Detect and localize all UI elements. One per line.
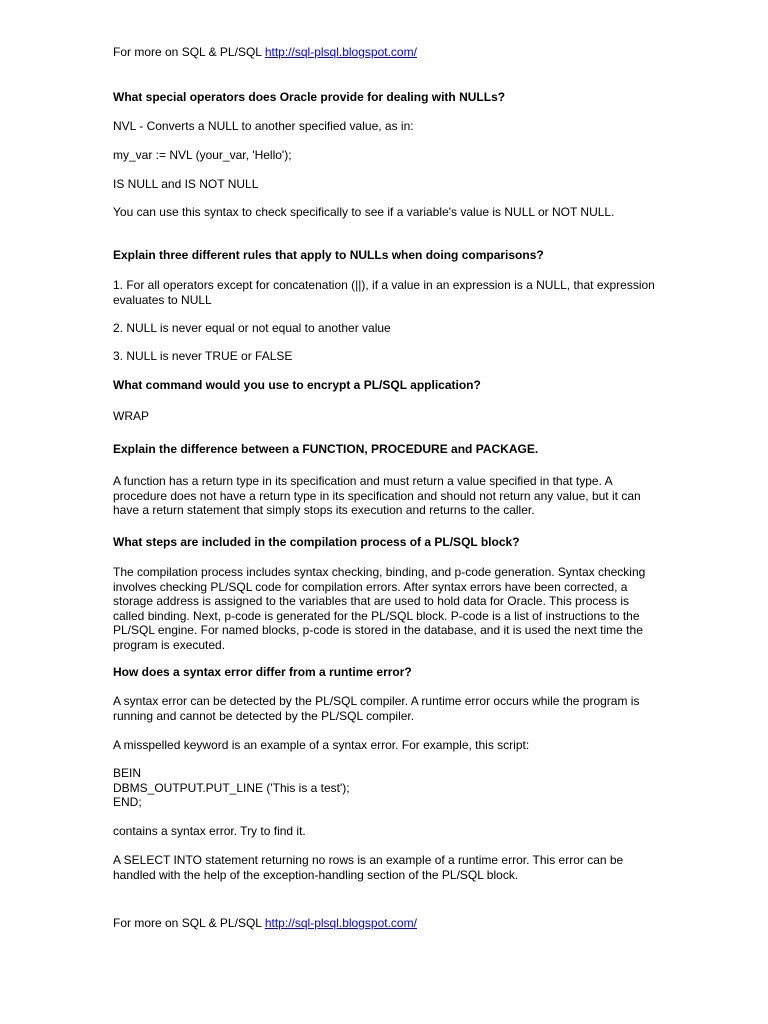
answer-paragraph: A misspelled keyword is an example of a syntax error. For example, this script: bbox=[113, 738, 530, 752]
question-encrypt-plsql: What command would you use to encrypt a PL/SQL application? bbox=[113, 378, 481, 392]
question-compilation-process: What steps are included in the compilation process of a PL/SQL block? bbox=[113, 535, 520, 549]
code-line: DBMS_OUTPUT.PUT_LINE ('This is a test'); bbox=[113, 780, 350, 795]
footer-blog-link[interactable]: http://sql-plsql.blogspot.com/ bbox=[264, 916, 417, 930]
question-null-comparisons: Explain three different rules that apply to NULLs when doing comparisons? bbox=[113, 248, 544, 262]
answer-paragraph: contains a syntax error. Try to find it. bbox=[113, 824, 306, 838]
answer-paragraph: 1. For all operators except for concatenation (||), if a value in an expression is a NULL, that expression evaluates to NULL bbox=[113, 278, 655, 307]
code-line: END; bbox=[113, 795, 142, 809]
answer-paragraph: A function has a return type in its specification and must return a value specified in that type. A procedure does not have a return type in its specification and should not return any value, but it can have a return statement that simply stops its execution and returns to the caller. bbox=[113, 474, 641, 517]
question-syntax-vs-runtime: How does a syntax error differ from a runtime error? bbox=[113, 665, 412, 679]
answer-paragraph: The compilation process includes syntax checking, binding, and p-code generation. Syntax checking involves checking PL/SQL code for compilation errors. After syntax errors have been corrected, a storage address is assigned to the variables that are used to hold data for Oracle. This process is called binding. Next, p-code is generated for the PL/SQL block. P-code is a list of instructions to the PL/SQL engine. For named blocks, p-code is stored in the database, and it is used the next time the program is executed. bbox=[113, 565, 646, 652]
header-prefix: For more on SQL & PL/SQL bbox=[113, 45, 265, 59]
answer-paragraph: NVL - Converts a NULL to another specified value, as in: bbox=[113, 119, 414, 133]
code-line: BEIN bbox=[113, 766, 142, 780]
answer-paragraph: IS NULL and IS NOT NULL bbox=[113, 177, 259, 191]
footer-line bbox=[113, 916, 658, 931]
answer-paragraph: A SELECT INTO statement returning no rows is an example of a runtime error. This error can be handled with the help of the exception-handling section of the PL/SQL block. bbox=[113, 853, 624, 882]
question-nulls-operators: What special operators does Oracle provide for dealing with NULLs? bbox=[113, 90, 506, 104]
code-example bbox=[113, 766, 658, 810]
answer-paragraph: You can use this syntax to check specifically to see if a variable's value is NULL or NOT NULL. bbox=[113, 205, 615, 219]
header-blog-link[interactable]: http://sql-plsql.blogspot.com/ bbox=[264, 45, 417, 59]
answer-paragraph: 3. NULL is never TRUE or FALSE bbox=[113, 349, 293, 363]
answer-paragraph: A syntax error can be detected by the PL/SQL compiler. A runtime error occurs while the program is running and cannot be detected by the PL/SQL compiler. bbox=[113, 694, 640, 723]
answer-paragraph: WRAP bbox=[113, 409, 149, 423]
answer-paragraph: 2. NULL is never equal or not equal to another value bbox=[113, 321, 391, 335]
header-line bbox=[113, 45, 658, 60]
answer-paragraph: my_var := NVL (your_var, 'Hello'); bbox=[113, 148, 292, 162]
question-function-procedure-package: Explain the difference between a FUNCTION, PROCEDURE and PACKAGE. bbox=[113, 442, 539, 456]
footer-prefix: For more on SQL & PL/SQL bbox=[113, 916, 265, 930]
